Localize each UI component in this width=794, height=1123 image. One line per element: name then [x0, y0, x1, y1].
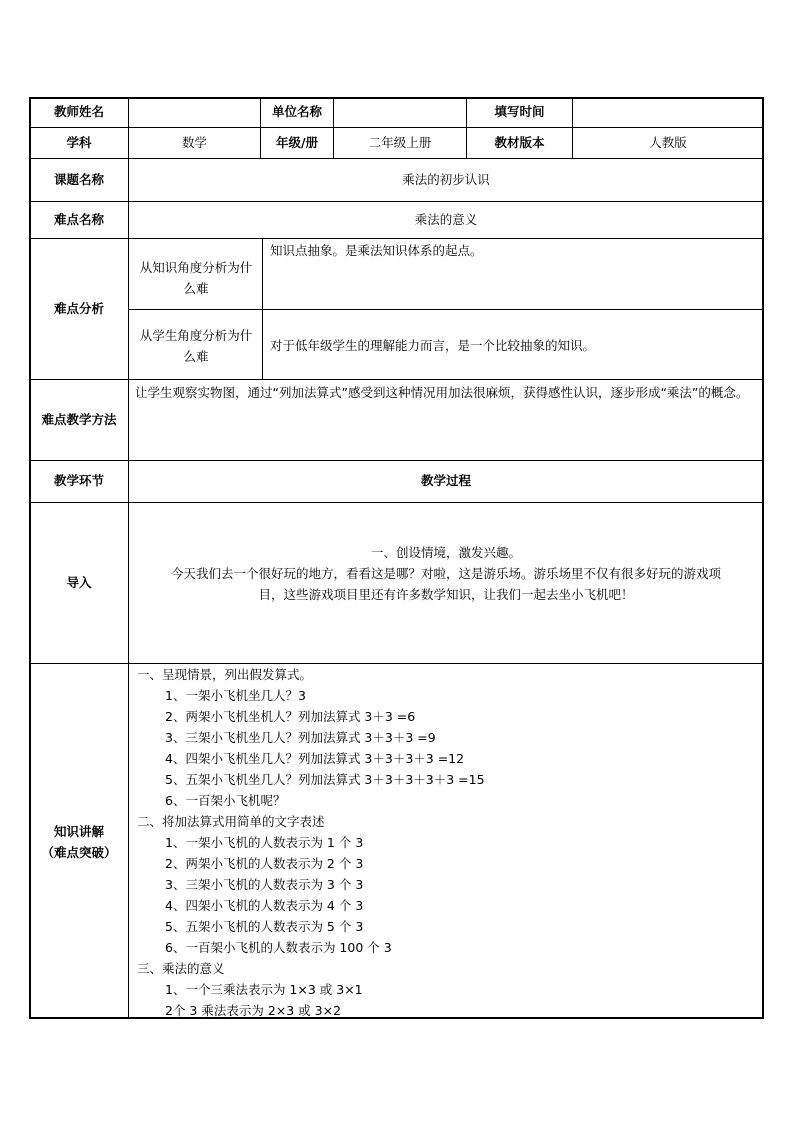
- list-item: 5、五架小飞机的人数表示为 5 个 3: [165, 919, 364, 934]
- intro-paragraph-line: 今天我们去一个很好玩的地方，看看这是哪？对啦，这是游乐场。游乐场里不仅有很多好玩的游戏项: [170, 566, 721, 581]
- row-divider: [29, 460, 764, 461]
- list-item: 2个 3 乘法表示为 2×3 或 3×2: [165, 1003, 342, 1018]
- stage-header: 教学环节: [53, 473, 104, 488]
- difficulty-value: 乘法的意义: [414, 212, 478, 227]
- method-value: 让学生观察实物图，通过“列加法算式”感受到这种情况用加法很麻烦，获得感性认识，逐步形成“乘法”的概念。: [135, 385, 749, 400]
- edition-label: 教材版本: [494, 135, 545, 150]
- list-item: 6、一百架小飞机呢？: [165, 793, 286, 808]
- list-item: 4、四架小飞机坐几人？列加法算式 3＋3＋3＋3 =12: [165, 751, 465, 766]
- list-item: 3、三架小飞机坐几人？列加法算式 3＋3＋3 =9: [165, 730, 436, 745]
- intro-paragraph-line: 目，这些游戏项目里还有许多数学知识，让我们一起去坐小飞机吧！: [258, 587, 634, 602]
- knowledge-angle-value: 知识点抽象。是乘法知识体系的起点。: [270, 243, 483, 258]
- row-divider: [29, 238, 764, 239]
- method-label: 难点教学方法: [41, 412, 117, 427]
- topic-label: 课题名称: [53, 172, 104, 187]
- student-angle-value: 对于低年级学生的理解能力而言，是一个比较抽象的知识。: [270, 338, 596, 353]
- list-item: 2、两架小飞机坐机人？列加法算式 3＋3 =6: [165, 709, 416, 724]
- row-divider: [29, 158, 764, 159]
- section-heading: 一、呈现情景，列出假发算式。: [137, 667, 313, 682]
- student-angle-label: 从学生角度分析为什么难: [139, 328, 253, 364]
- edition-value: 人教版: [649, 135, 687, 150]
- list-item: 5、五架小飞机坐几人？列加法算式 3＋3＋3＋3＋3 =15: [165, 772, 485, 787]
- list-item: 1、一个三乘法表示为 1×3 或 3×1: [165, 982, 363, 997]
- difficulty-label: 难点名称: [53, 212, 104, 227]
- subject-value: 数学: [181, 135, 207, 150]
- row-divider: [129, 309, 764, 310]
- list-item: 4、四架小飞机的人数表示为 4 个 3: [165, 898, 364, 913]
- column-divider: [262, 238, 263, 379]
- section-heading: 三、乘法的意义: [137, 961, 225, 976]
- list-item: 6、一百架小飞机的人数表示为 100 个 3: [165, 940, 392, 955]
- knowledge-label: 知识讲解: [53, 824, 104, 839]
- list-item: 1、一架小飞机坐几人？3: [165, 688, 306, 703]
- knowledge-angle-label: 从知识角度分析为什么难: [139, 260, 253, 296]
- knowledge-lines: [137, 664, 485, 1021]
- list-item: 3、三架小飞机的人数表示为 3 个 3: [165, 877, 364, 892]
- subject-label: 学科: [66, 135, 92, 150]
- row-divider: [29, 379, 764, 380]
- grade-label: 年级/册: [275, 135, 319, 150]
- row-divider: [29, 502, 764, 503]
- section-heading: 二、将加法算式用简单的文字表述: [137, 814, 325, 829]
- process-header: 教学过程: [420, 473, 471, 488]
- list-item: 2、两架小飞机的人数表示为 2 个 3: [165, 856, 364, 871]
- knowledge-sublabel: （难点突破）: [41, 845, 117, 860]
- topic-value: 乘法的初步认识: [402, 172, 490, 187]
- intro-label: 导入: [66, 575, 92, 590]
- row-divider: [29, 127, 764, 128]
- row-divider: [29, 201, 764, 202]
- fill-time-label: 填写时间: [494, 104, 545, 119]
- analysis-label: 难点分析: [53, 301, 104, 316]
- intro-heading: 一、创设情境，激发兴趣。: [370, 545, 521, 560]
- teacher-name-label: 教师姓名: [53, 104, 104, 119]
- unit-label: 单位名称: [271, 104, 322, 119]
- list-item: 1、一架小飞机的人数表示为 1 个 3: [165, 835, 364, 850]
- grade-value: 二年级上册: [368, 135, 432, 150]
